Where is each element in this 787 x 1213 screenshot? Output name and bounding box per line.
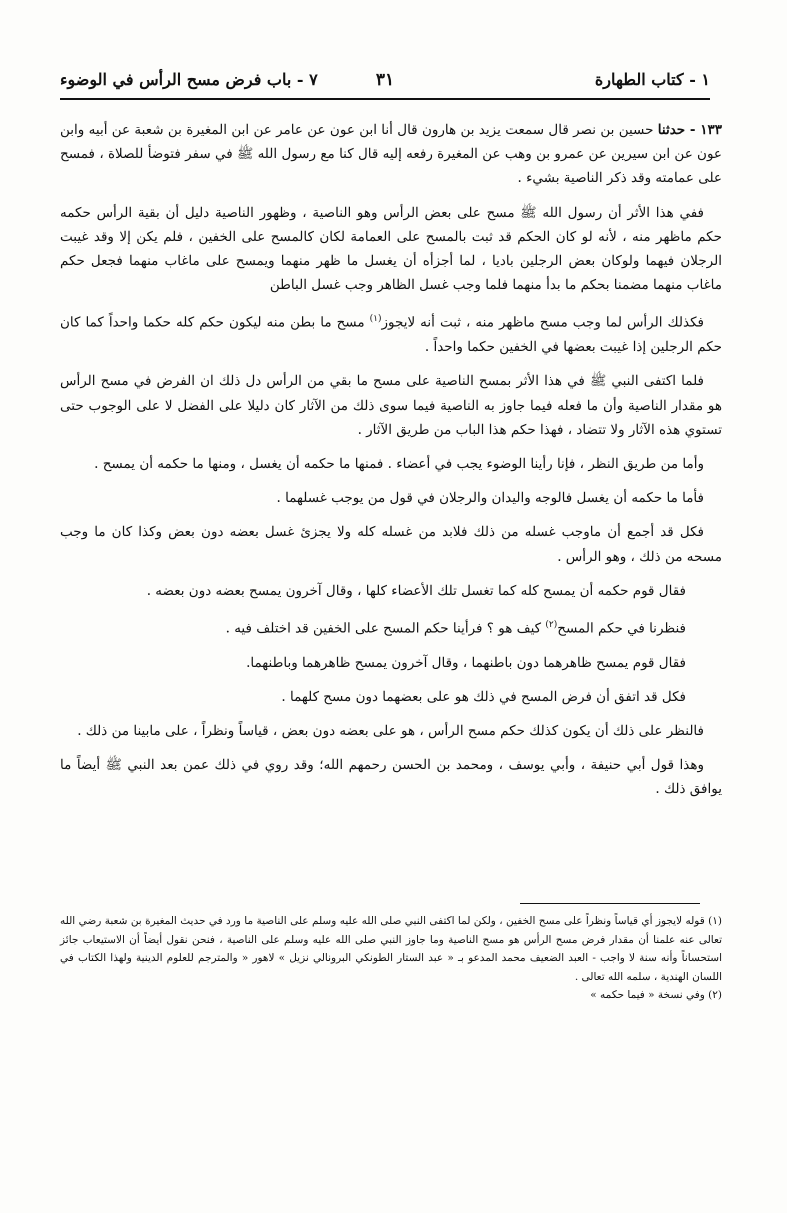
footnote-ref: (٢): [545, 619, 558, 630]
page-number: ٣١: [375, 70, 395, 90]
footnote-ref: (١): [369, 314, 382, 325]
hadith-number: ١٣٣ - حدثنا: [657, 122, 722, 138]
paragraph: فقال قوم يمسح ظاهرهما دون باطنهما ، وقال آخرون يمسح ظاهرهما وباطنهما.: [246, 654, 686, 671]
paragraph: فكل قد أجمع أن ماوجب غسله من ذلك فلابد من غسله كله ولا يجزئ غسل بعضه دون بعض وكذا كان ما وجب مسحه من ذلك ، وهو الرأس .: [60, 524, 722, 565]
chapter-title: ٧ - باب فرض مسح الرأس في الوضوء: [60, 70, 318, 89]
paragraph: [60, 307, 722, 359]
footnote: (٢) وفي نسخة « فيما حكمه »: [590, 989, 722, 1001]
paragraph: ففي هذا الأثر أن رسول الله ﷺ مسح على بعض الرأس وهو الناصية ، وظهور الناصية دليل أن بقية الرأس حكمه حكم ماظهر منه ، لأنه لو كان الحكم قد ثبت بالمسح على العمامة لكان كالمسح على الخفين ، فلم يكن إلا وقد غيبت الرجلان فيهما ولوكان بعض الرجلين باديا ، لما أجزأه أن يغسل ما ظهر منهما ويمسح على ماغاب منهما فجعل حكم ماغاب منهما مضمنا بحكم ما بدأ منهما فلما وجب غسل الظاهر وجب غسل الباطن: [60, 204, 722, 294]
hadith-text: حسين بن نصر قال سمعت يزيد بن هارون قال أنا ابن عون عن عامر عن ابن المغيرة بن شعبة عن أبيه وابن عون عن ابن سيرين عن عمرو بن وهب عن المغيرة رفعه إليه قال كنا مع رسول الله ﷺ في سفر فتوضأ للصلاة ، فمسح على عمامته وقد ذكر الناصية بشيء .: [60, 122, 722, 187]
paragraph-part: فنظرنا في حكم المسح: [557, 620, 686, 637]
paragraph: فالنظر على ذلك أن يكون كذلك حكم مسح الرأس ، هو على بعضه دون بعض ، قياساً ونظراً ، على مابينا من ذلك .: [77, 723, 704, 740]
book-title: ١ - كتاب الطهارة: [594, 70, 710, 89]
paragraph: فكل قد اتفق أن فرض المسح في ذلك هو على بعضهما دون مسح كلهما .: [281, 688, 686, 705]
paragraph-part: كيف هو ؟ فرأينا حكم المسح على الخفين قد اختلف فيه .: [225, 620, 542, 637]
footnote: (١) قوله لايجوز أي قياساً ونظراً على مسح الخفين ، ولكن لما اكتفى النبي صلى الله عليه وسلم على الناصية ما ورد في حديث المغيرة بن شعبة رضي الله تعالى عنه علمنا أن مقدار فرض مسح الرأس هو مسح الناصية وما جاوز النبي صلى الله عليه وسلم على الناصية ، فنحن نقول أيضاً أن الاستيعاب جائز استحساناً وأنه سنة لا واجب - العبد الضعيف محمد المدعو بـ « عبد الستار الطونكي البرونالي نزيل » لاهور « والمترجم للعلوم الدينية ولهذا الكتاب في اللسان الهندية ، سلمه الله تعالى .: [60, 915, 722, 983]
paragraph-part: فكذلك الرأس لما وجب مسح ماظهر منه ، ثبت أنه لايجوز: [381, 314, 705, 331]
main-text: [60, 118, 722, 812]
footnote-rule: [520, 903, 700, 904]
footnotes: [60, 912, 722, 1005]
paragraph: وأما من طريق النظر ، فإنا رأينا الوضوء يجب في أعضاء . فمنها ما حكمه أن يغسل ، ومنها ما حكمه أن يمسح .: [94, 455, 704, 472]
header-rule: [60, 98, 710, 100]
paragraph: فلما اكتفى النبي ﷺ في هذا الأثر بمسح الناصية على مسح ما بقي من الرأس دل ذلك ان الفرض في مسح الرأس هو مقدار الناصية وأن ما فعله فيما جاوز به الناصية فيما سوى ذلك من الآثار كان دليلا على الفضل لا على الوجوب حتى تستوي هذه الآثار ولا تتضاد ، فهذا حكم هذا الباب من طريق الآثار .: [60, 373, 722, 438]
paragraph: [60, 613, 722, 641]
hadith-paragraph: [60, 118, 722, 191]
paragraph: فقال قوم حكمه أن يمسح كله كما تغسل تلك الأعضاء كلها ، وقال آخرون يمسح بعضه دون بعضه .: [146, 582, 686, 599]
paragraph-part: مسح ما بطن منه ليكون حكم كله حكما واحداً كما كان حكم الرجلين إذا غيبت بعضها في الخفين حكما واحداً .: [60, 314, 722, 356]
paragraph: فأما ما حكمه أن يغسل فالوجه واليدان والرجلان في قول من يوجب غسلهما .: [276, 490, 704, 507]
paragraph: وهذا قول أبي حنيفة ، وأبي يوسف ، ومحمد بن الحسن رحمهم الله؛ وقد روي في ذلك عمن بعد النبي ﷺ أيضاً ما يوافق ذلك .: [60, 757, 722, 798]
